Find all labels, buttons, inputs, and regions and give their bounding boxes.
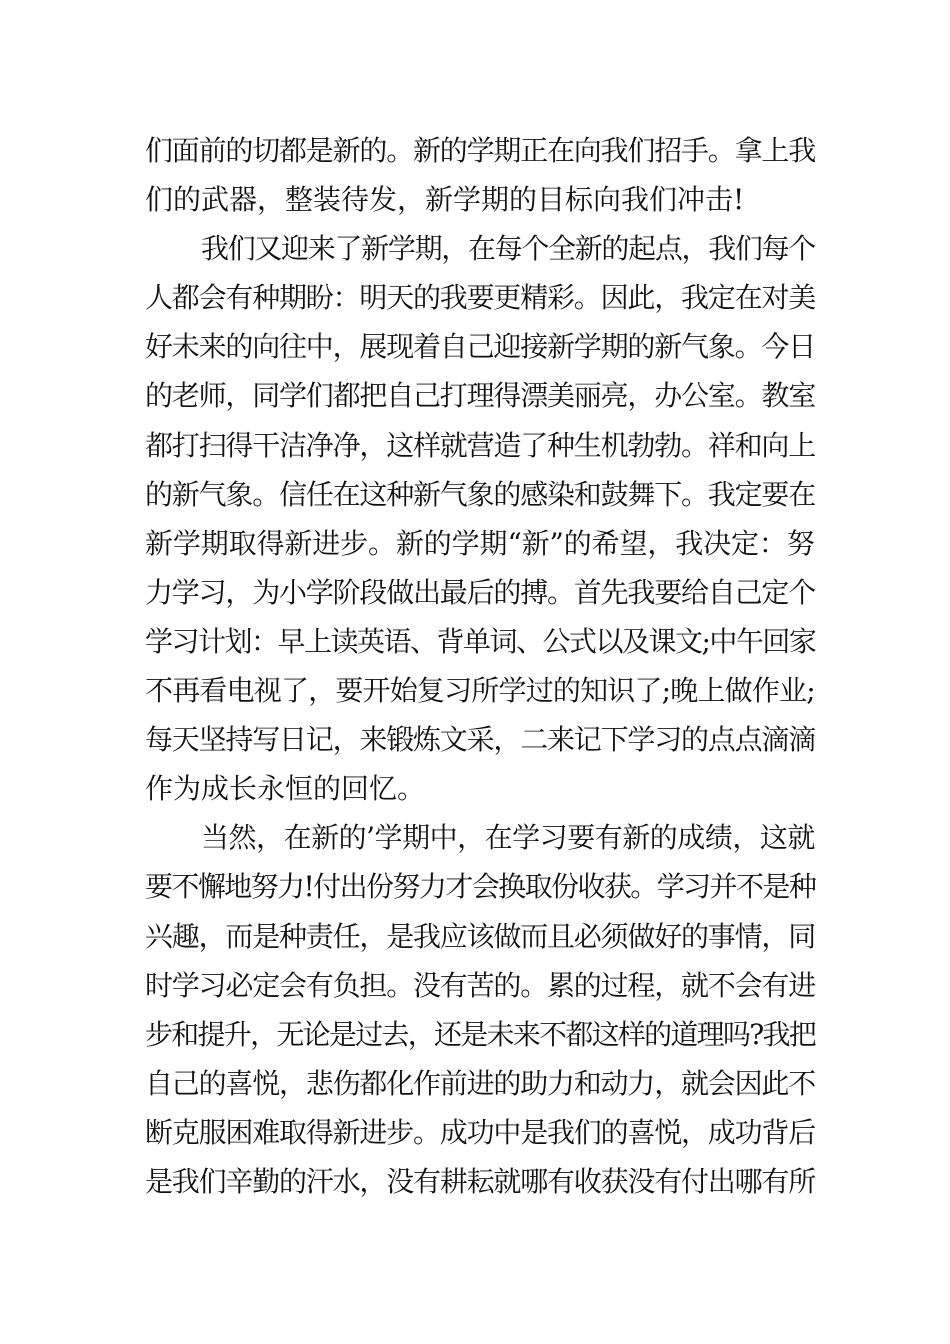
text-line: 作为成长永恒的回忆。 bbox=[145, 772, 426, 806]
text-line: 步和提升，无论是过去，还是未来不都这样的道理吗?我把 bbox=[145, 1017, 816, 1051]
text-line: 每天坚持写日记，来锻炼文采，二来记下学习的点点滴滴 bbox=[145, 723, 816, 757]
text-line: 兴趣，而是种责任，是我应该做而且必须做好的事情，同 bbox=[145, 919, 816, 953]
text-line: 的老师，同学们都把自己打理得漂美丽亮，办公室。教室 bbox=[145, 379, 816, 413]
text-line: 是我们辛勤的汗水，没有耕耘就哪有收获没有付出哪有所 bbox=[145, 1164, 816, 1198]
text-line: 要不懈地努力!付出份努力才会换取份收获。学习并不是种 bbox=[145, 870, 816, 904]
text-line: 们的武器，整装待发，新学期的目标向我们冲击! bbox=[145, 183, 745, 217]
text-line: 力学习，为小学阶段做出最后的搏。首先我要给自己定个 bbox=[145, 575, 816, 609]
paragraph-start-line: 当然，在新的’学期中，在学习要有新的成绩，这就 bbox=[201, 821, 815, 855]
text-line: 时学习必定会有负担。没有苦的。累的过程，就不会有进 bbox=[145, 968, 816, 1002]
text-line: 的新气象。信任在这种新气象的感染和鼓舞下。我定要在 bbox=[145, 477, 816, 511]
text-line: 学习计划：早上读英语、背单词、公式以及课文;中午回家 bbox=[145, 624, 816, 658]
text-line: 人都会有种期盼：明天的我要更精彩。因此，我定在对美 bbox=[145, 281, 816, 315]
text-line: 断克服困难取得新进步。成功中是我们的喜悦，成功背后 bbox=[145, 1115, 816, 1149]
text-line: 好未来的向往中，展现着自己迎接新学期的新气象。今日 bbox=[145, 330, 816, 364]
text-line: 都打扫得干洁净净，这样就营造了种生机勃勃。祥和向上 bbox=[145, 428, 816, 462]
paragraph-start-line: 我们又迎来了新学期，在每个全新的起点，我们每个 bbox=[201, 232, 816, 266]
body-text bbox=[145, 126, 815, 1206]
text-line: 们面前的切都是新的。新的学期正在向我们招手。拿上我 bbox=[145, 134, 816, 167]
text-line: 不再看电视了，要开始复习所学过的知识了;晚上做作业; bbox=[145, 674, 815, 708]
text-line: 自己的喜悦，悲伤都化作前进的助力和动力，就会因此不 bbox=[145, 1066, 816, 1100]
text-line: 新学期取得新进步。新的学期“新”的希望，我决定：努 bbox=[145, 526, 815, 560]
